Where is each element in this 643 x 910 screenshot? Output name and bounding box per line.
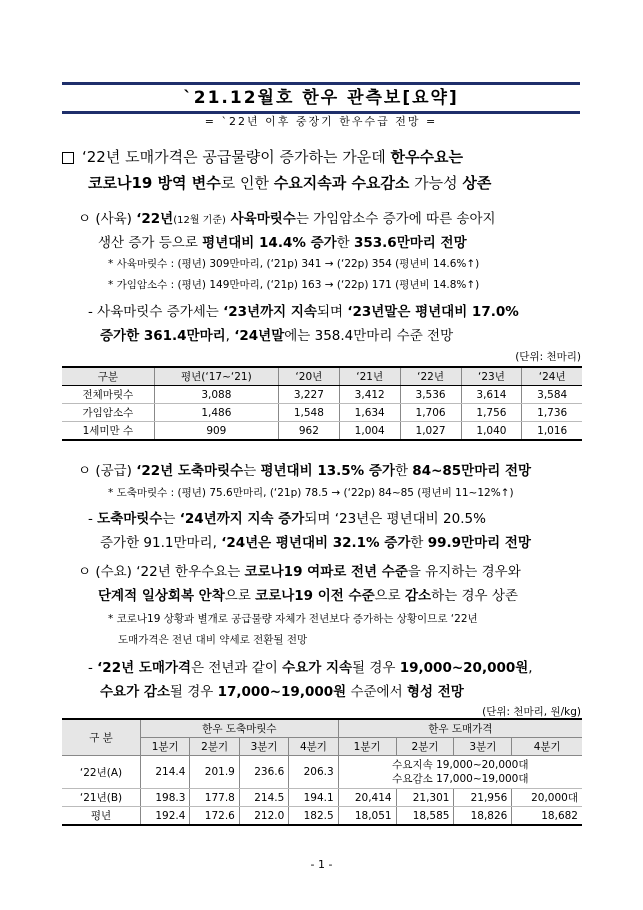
demand-note-1: * 코로나19 상황과 별개로 공급물량 자체가 전년보다 증가하는 상황이므로 ‘22년 xyxy=(108,613,478,625)
table-cell: 1,736 xyxy=(522,404,582,422)
table-cell: 212.0 xyxy=(239,807,288,826)
demand-dash-2: 수요가 감소될 경우 17,000~19,000원 수준에서 형성 전망 xyxy=(100,684,464,700)
table-cell: 3,088 xyxy=(154,386,278,404)
demand-dash-1: - ‘22년 도매가격은 전년과 같이 수요가 지속될 경우 19,000~20,000원, xyxy=(88,660,533,676)
report-subtitle: = `22년 이후 중장기 한우수급 전망 = xyxy=(204,115,438,128)
table-header: ‘20년 xyxy=(278,367,339,386)
table-header: ‘24년 xyxy=(522,367,582,386)
breeding-line-2: 생산 증가 등으로 평년대비 14.4% 증가한 353.6만마리 전망 xyxy=(98,235,467,251)
table-cell: 18,682 xyxy=(512,807,582,826)
table-cell: 18,826 xyxy=(454,807,512,826)
breeding-dash-1: - 사육마릿수 증가세는 ‘23년까지 지속되며 ‘23년말은 평년대비 17.0% xyxy=(88,304,519,320)
breeding-note-2: * 가임암소수 : (평년) 149만마리, (‘21p) 163 → (‘22p) 171 (평년비 14.8%↑) xyxy=(108,279,480,291)
table-header: 1분기 xyxy=(338,738,396,756)
scenario-demand-decreases: 수요감소 17,000~19,000대 xyxy=(392,773,529,785)
supply-line-1: ㅇ (공급) ‘22년 도축마릿수는 평년대비 13.5% 증가한 84~85만마리 전망 xyxy=(78,463,532,479)
table1-unit: (단위: 천마리) xyxy=(515,351,581,363)
table-cell: 192.4 xyxy=(141,807,190,826)
table-cell: 201.9 xyxy=(190,756,239,789)
table-cell: 가임암소수 xyxy=(62,404,154,422)
table-header-row xyxy=(62,719,582,738)
table-group-header: 한우 도매가격 xyxy=(338,719,582,738)
title-box xyxy=(62,82,580,114)
demand-line-2: 단계적 일상회복 안착으로 코로나19 이전 수준으로 감소하는 경우 상존 xyxy=(98,588,518,604)
breeding-dash-2: 증가한 361.4만마리, ‘24년말에는 358.4만마리 수준 전망 xyxy=(100,328,454,344)
table-row xyxy=(62,386,582,404)
table-header: 구 분 xyxy=(62,719,141,756)
table-header: 2분기 xyxy=(396,738,454,756)
table-cell: 182.5 xyxy=(289,807,338,826)
table-cell: 3,227 xyxy=(278,386,339,404)
table-cell: 1,548 xyxy=(278,404,339,422)
table-cell: 18,051 xyxy=(338,807,396,826)
demand-note-2: 도매가격은 전년 대비 약세로 전환될 전망 xyxy=(118,634,308,646)
table2-unit: (단위: 천마리, 원/kg) xyxy=(482,706,581,718)
table-cell: 18,585 xyxy=(396,807,454,826)
supply-dash-1: - 도축마릿수는 ‘24년까지 지속 증가되며 ‘23년은 평년대비 20.5% xyxy=(88,511,486,527)
table-header: 1분기 xyxy=(141,738,190,756)
demand-line-1: ㅇ (수요) ‘22년 한우수요는 코로나19 여파로 전년 수준을 유지하는 경우와 xyxy=(78,564,521,580)
table-cell: 20,000대 xyxy=(512,789,582,807)
table-group-header: 한우 도축마릿수 xyxy=(141,719,339,738)
table-cell: 3,584 xyxy=(522,386,582,404)
table-header: 3분기 xyxy=(454,738,512,756)
table-header: 4분기 xyxy=(512,738,582,756)
table-header: 평년(‘17~‘21) xyxy=(154,367,278,386)
table-cell: 20,414 xyxy=(338,789,396,807)
breeding-table xyxy=(62,366,582,441)
table-row xyxy=(62,807,582,826)
table-cell: 1,016 xyxy=(522,422,582,441)
page-number: - 1 - xyxy=(310,858,333,871)
summary-line-1: ‘22년 도매가격은 공급물량이 증가하는 가운데 한우수요는 xyxy=(62,146,463,167)
table-cell: ‘21년(B) xyxy=(62,789,141,807)
table-row xyxy=(62,756,582,789)
table-header: 2분기 xyxy=(190,738,239,756)
table-cell: 3,614 xyxy=(461,386,522,404)
quarterly-table xyxy=(62,718,582,826)
supply-note-1: * 도축마릿수 : (평년) 75.6만마리, (‘21p) 78.5 → (‘22p) 84~85 (평년비 11~12%↑) xyxy=(108,487,514,499)
table-header: ‘23년 xyxy=(461,367,522,386)
table-cell: 1,634 xyxy=(339,404,400,422)
square-bullet-icon xyxy=(62,152,74,164)
table-cell: 3,536 xyxy=(400,386,461,404)
table-cell: 1,706 xyxy=(400,404,461,422)
table-cell: 206.3 xyxy=(289,756,338,789)
report-title: `21.12월호 한우 관측보[요약] xyxy=(183,88,459,108)
table-header: 3분기 xyxy=(239,738,288,756)
table-header: ‘22년 xyxy=(400,367,461,386)
table-cell: 214.5 xyxy=(239,789,288,807)
table-cell: 21,956 xyxy=(454,789,512,807)
table-cell: 194.1 xyxy=(289,789,338,807)
breeding-line-1: ㅇ (사육) ‘22년(12월 기준) 사육마릿수는 가임암소수 증가에 따른 송아지 xyxy=(78,211,496,227)
table-cell: 1,756 xyxy=(461,404,522,422)
table-cell: 962 xyxy=(278,422,339,441)
table-cell: 177.8 xyxy=(190,789,239,807)
table-cell: 214.4 xyxy=(141,756,190,789)
table-row xyxy=(62,789,582,807)
table-cell: 1세미만 수 xyxy=(62,422,154,441)
table-cell: 1,486 xyxy=(154,404,278,422)
table-row xyxy=(62,422,582,441)
table-header-row xyxy=(62,738,582,756)
table-header: 구분 xyxy=(62,367,154,386)
table-cell: 1,004 xyxy=(339,422,400,441)
table-cell: 1,040 xyxy=(461,422,522,441)
table-cell: 909 xyxy=(154,422,278,441)
table-cell: 1,027 xyxy=(400,422,461,441)
breeding-note-1: * 사육마릿수 : (평년) 309만마리, (‘21p) 341 → (‘22p) 354 (평년비 14.6%↑) xyxy=(108,258,480,270)
supply-dash-2: 증가한 91.1만마리, ‘24년은 평년대비 32.1% 증가한 99.9만마리 전망 xyxy=(100,535,531,551)
table-header: ‘21년 xyxy=(339,367,400,386)
table-cell: 198.3 xyxy=(141,789,190,807)
scenario-demand-continues: 수요지속 19,000~20,000대 xyxy=(392,759,529,771)
table-cell: 236.6 xyxy=(239,756,288,789)
table-cell: 평년 xyxy=(62,807,141,826)
table-header-row xyxy=(62,367,582,386)
summary-line-2: 코로나19 방역 변수로 인한 수요지속과 수요감소 가능성 상존 xyxy=(88,174,492,192)
table-cell: 172.6 xyxy=(190,807,239,826)
table-row xyxy=(62,404,582,422)
table-cell: 21,301 xyxy=(396,789,454,807)
table-cell: ‘22년(A) xyxy=(62,756,141,789)
table-header: 4분기 xyxy=(289,738,338,756)
price-scenario-cell xyxy=(338,756,582,789)
table-cell: 3,412 xyxy=(339,386,400,404)
table-cell: 전체마릿수 xyxy=(62,386,154,404)
